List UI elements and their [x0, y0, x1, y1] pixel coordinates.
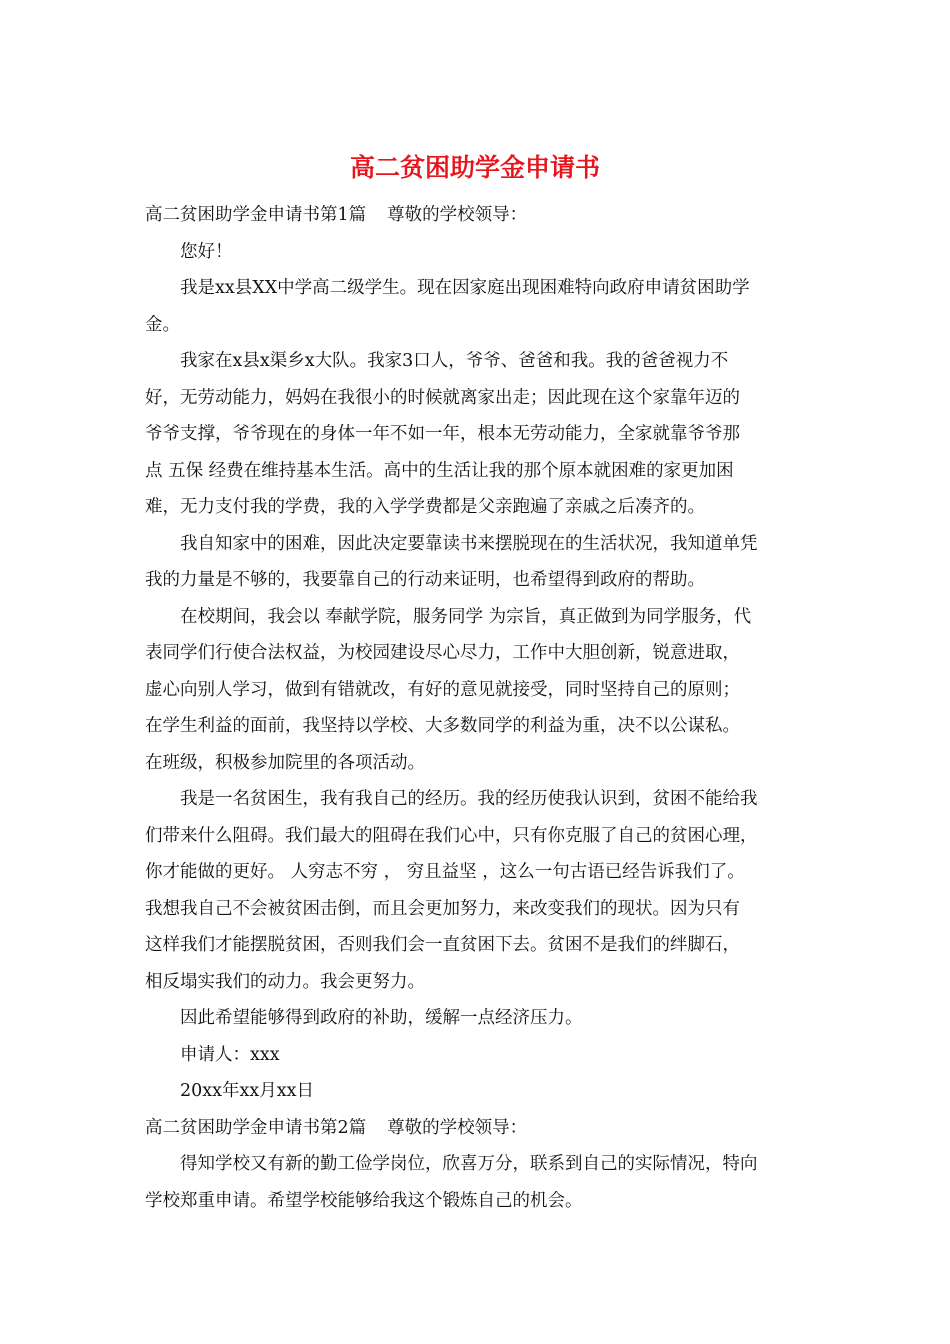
text-line: 我是一名贫困生，我有我自己的经历。我的经历使我认识到，贫困不能给我	[180, 789, 758, 809]
text-line: 我家在x县x渠乡x大队。我家3口人，爷爷、爸爸和我。我的爸爸视力不	[180, 351, 729, 371]
text-line: 相反塌实我们的动力。我会更努力。	[145, 971, 425, 992]
paragraph-1	[145, 270, 810, 343]
section2-heading: 高二贫困助学金申请书第2篇	[145, 1117, 367, 1138]
text-line: 学校郑重申请。希望学校能够给我这个锻炼自己的机会。	[145, 1190, 583, 1211]
text-line: 爷爷支撑，爷爷现在的身体一年不如一年，根本无劳动能力，全家就靠爷爷那	[145, 424, 740, 444]
paragraph-6: 因此希望能够得到政府的补助，缓解一点经济压力。	[180, 1008, 583, 1028]
text-line: 我的力量是不够的，我要靠自己的行动来证明，也希望得到政府的帮助。	[145, 570, 705, 590]
text-line: 虚心向别人学习，做到有错就改，有好的意见就接受，同时坚持自己的原则；	[145, 679, 740, 700]
date-line: 20xx年xx月xx日	[180, 1081, 314, 1101]
text-line: 在校期间，我会以 奉献学院，服务同学 为宗旨，真正做到为同学服务，代	[180, 606, 752, 627]
section2-heading-line	[145, 1110, 810, 1147]
text-line: 这样我们才能摆脱贫困，否则我们会一直贫困下去。贫困不是我们的绊脚石，	[145, 935, 740, 955]
section1-heading-line	[145, 197, 810, 234]
paragraph-2	[145, 343, 810, 526]
text-line: 在学生利益的面前，我坚持以学校、大多数同学的利益为重，决不以公谋私。	[145, 716, 740, 736]
text-line: 我是xx县XX中学高二级学生。现在因家庭出现困难特向政府申请贫困助学	[180, 278, 750, 298]
text-line: 得知学校又有新的勤工俭学岗位，欣喜万分，联系到自己的实际情况，特向	[180, 1154, 758, 1174]
section2-paragraph-1	[145, 1146, 810, 1219]
text-line: 我想我自己不会被贫困击倒，而且会更加努力，来改变我们的现状。因为只有	[145, 898, 740, 919]
document-body	[145, 197, 810, 1219]
text-line: 难，无力支付我的学费，我的入学学费都是父亲跑遍了亲戚之后凑齐的。	[145, 497, 705, 517]
text-line: 我自知家中的困难，因此决定要靠读书来摆脱现在的生活状况，我知道单凭	[180, 533, 758, 554]
section2-salutation: 尊敬的学校领导：	[387, 1117, 528, 1138]
section1-heading: 高二贫困助学金申请书第1篇	[145, 205, 367, 225]
text-line: 在班级，积极参加院里的各项活动。	[145, 752, 425, 773]
paragraph-3	[145, 526, 810, 599]
paragraph-4	[145, 599, 810, 782]
text-line: 们带来什么阻碍。我们最大的阻碍在我们心中，只有你克服了自己的贫困心理，	[145, 825, 758, 846]
text-line: 表同学们行使合法权益，为校园建设尽心尽力，工作中大胆创新，锐意进取，	[145, 643, 740, 663]
text-line: 点 五保 经费在维持基本生活。高中的生活让我的那个原本就困难的家更加困	[145, 460, 734, 481]
applicant-line: 申请人：xxx	[180, 1044, 280, 1065]
text-line: 好，无劳动能力，妈妈在我很小的时候就离家出走；因此现在这个家靠年迈的	[145, 387, 740, 408]
paragraph-5	[145, 781, 810, 1000]
document-title: 高二贫困助学金申请书	[349, 153, 600, 182]
text-line: 你才能做的更好。 人穷志不穷 ， 穷且益坚 ，这么一句古语已经告诉我们了。	[145, 862, 745, 882]
greeting: 您好！	[180, 241, 233, 262]
text-line: 金。	[145, 314, 180, 335]
section1-salutation: 尊敬的学校领导：	[387, 205, 528, 225]
